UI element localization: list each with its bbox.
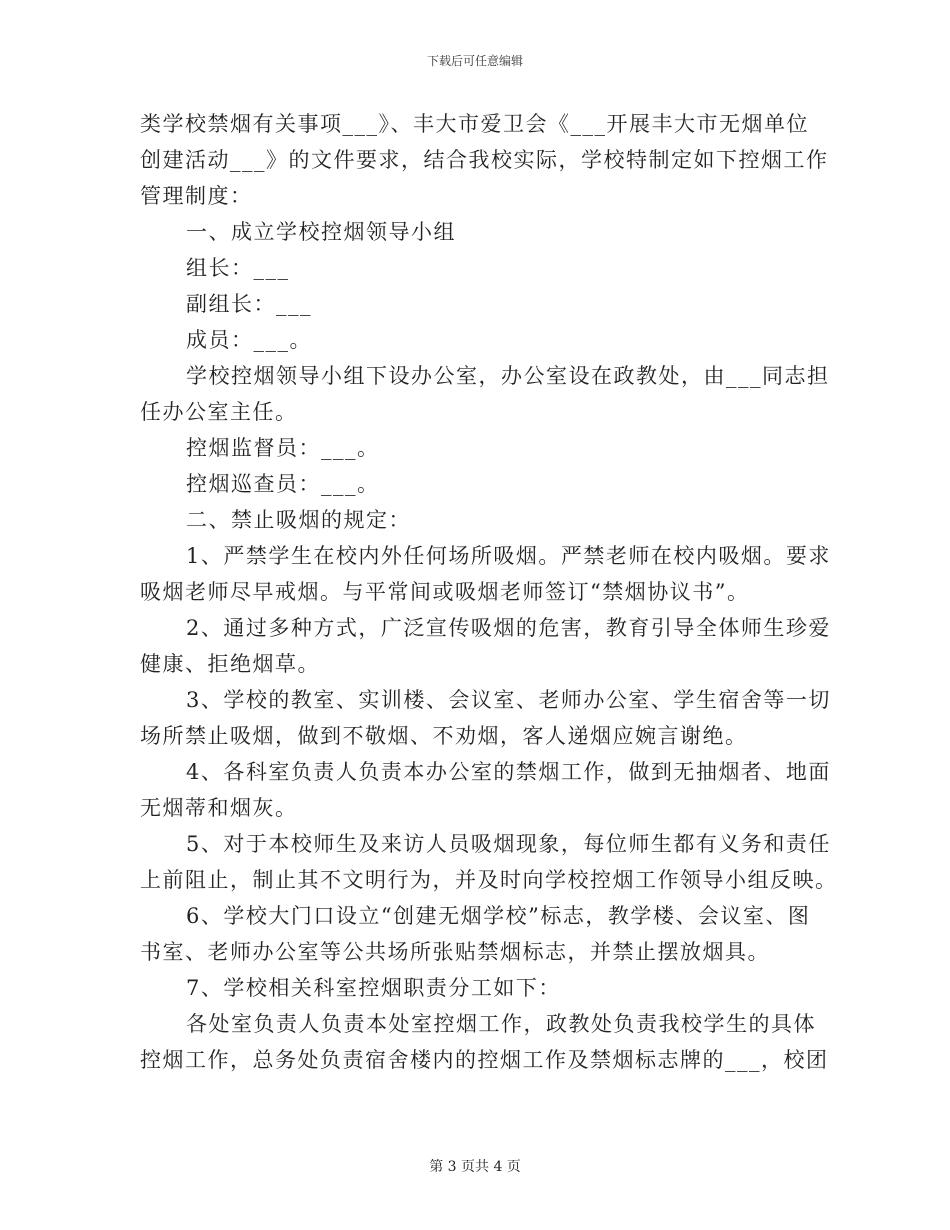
- text-line: 任办公室主任。: [140, 400, 298, 424]
- text-line: 场所禁止吸烟，做到不敬烟、不劝烟，客人递烟应婉言谢绝。: [140, 724, 748, 748]
- text-line: 控烟工作，总务处负责宿舍楼内的控烟工作及禁烟标志牌的___，校团: [140, 1048, 829, 1072]
- text-line: 类学校禁烟有关事项___》、丰大市爱卫会《___开展丰大市无烟单位: [140, 112, 809, 136]
- section-heading: 一、成立学校控烟领导小组: [186, 220, 456, 244]
- text-line: 无烟蒂和烟灰。: [140, 796, 298, 820]
- text-line: 管理制度：: [140, 184, 253, 208]
- page-header-note: 下载后可任意编辑: [426, 54, 523, 68]
- text-line: 副组长：___: [186, 292, 312, 316]
- text-line: 组长：___: [186, 256, 290, 280]
- text-line: 4、各科室负责人负责本办公室的禁烟工作，做到无抽烟者、地面: [186, 760, 831, 784]
- text-line: 1、严禁学生在校内外任何场所吸烟。严禁老师在校内吸烟。要求: [186, 544, 831, 568]
- document-body: [140, 106, 838, 1078]
- text-line: 6、学校大门口设立“创建无烟学校”标志，教学楼、会议室、图: [186, 904, 811, 928]
- text-line: 学校控烟领导小组下设办公室，办公室设在政教处，由___同志担: [186, 364, 830, 388]
- text-line: 控烟监督员：___。: [186, 436, 380, 460]
- text-line: 2、通过多种方式，广泛宣传吸烟的危害，教育引导全体师生珍爱: [186, 616, 831, 640]
- text-line: 书室、老师办公室等公共场所张贴禁烟标志，并禁止摆放烟具。: [140, 940, 770, 964]
- text-line: 7、学校相关科室控烟职责分工如下：: [186, 976, 561, 1000]
- text-line: 3、学校的教室、实训楼、会议室、老师办公室、学生宿舍等一切: [186, 688, 831, 712]
- text-line: 控烟巡查员：___。: [186, 472, 380, 496]
- section-heading: 二、禁止吸烟的规定：: [186, 508, 411, 532]
- text-line: 健康、拒绝烟草。: [140, 652, 320, 676]
- page-number: 第 3 页共 4 页: [429, 1159, 521, 1175]
- text-line: 创建活动___》的文件要求，结合我校实际，学校特制定如下控烟工作: [140, 148, 829, 172]
- text-line: 吸烟老师尽早戒烟。与平常间或吸烟老师签订“禁烟协议书”。: [140, 580, 750, 604]
- text-line: 成员：___。: [186, 328, 312, 352]
- text-line: 各处室负责人负责本处室控烟工作，政教处负责我校学生的具体: [186, 1012, 816, 1036]
- text-line: 上前阻止，制止其不文明行为，并及时向学校控烟工作领导小组反映。: [140, 868, 838, 892]
- text-line: 5、对于本校师生及来访人员吸烟现象，每位师生都有义务和责任: [186, 832, 831, 856]
